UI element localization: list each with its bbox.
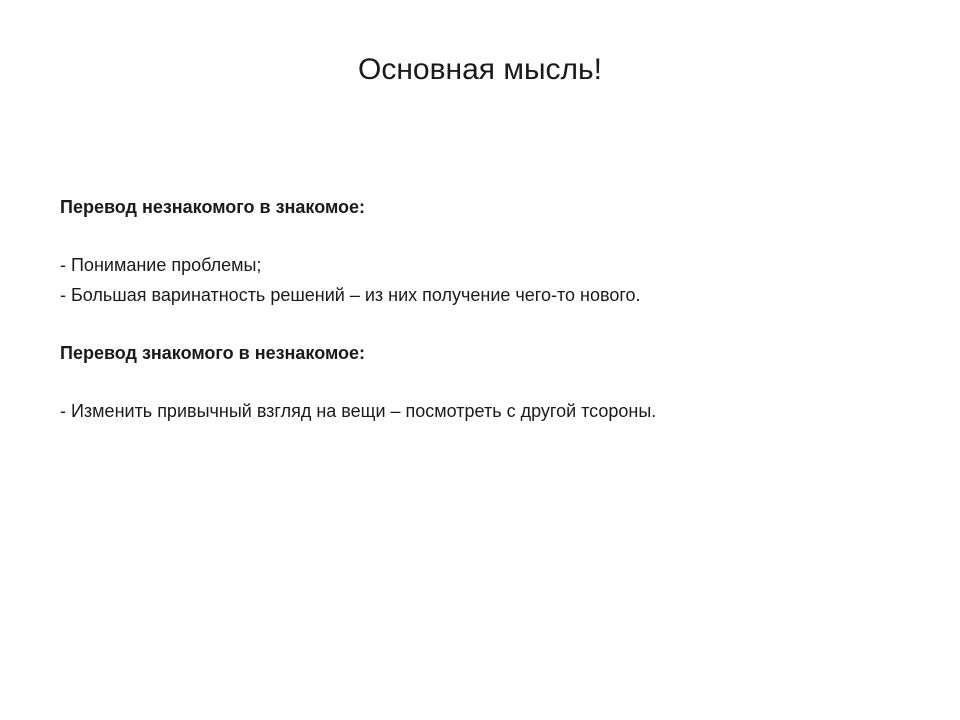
list-item-change-view: - Изменить привычный взгляд на вещи – посмотреть с другой тсороны. <box>60 401 657 421</box>
slide-body <box>60 192 920 426</box>
section-heading-unfamiliar-to-familiar: Перевод незнакомого в знакомое: <box>60 197 366 217</box>
spacer <box>60 222 920 250</box>
spacer <box>60 368 920 396</box>
section-heading-familiar-to-unfamiliar: Перевод знакомого в незнакомое: <box>60 343 366 363</box>
slide-title: Основная мысль! <box>357 53 602 86</box>
list-item-variability: - Большая варинатность решений – из них получение чего-то нового. <box>60 285 641 305</box>
spacer <box>60 310 920 338</box>
list-item-understanding: - Понимание проблемы; <box>60 255 262 275</box>
